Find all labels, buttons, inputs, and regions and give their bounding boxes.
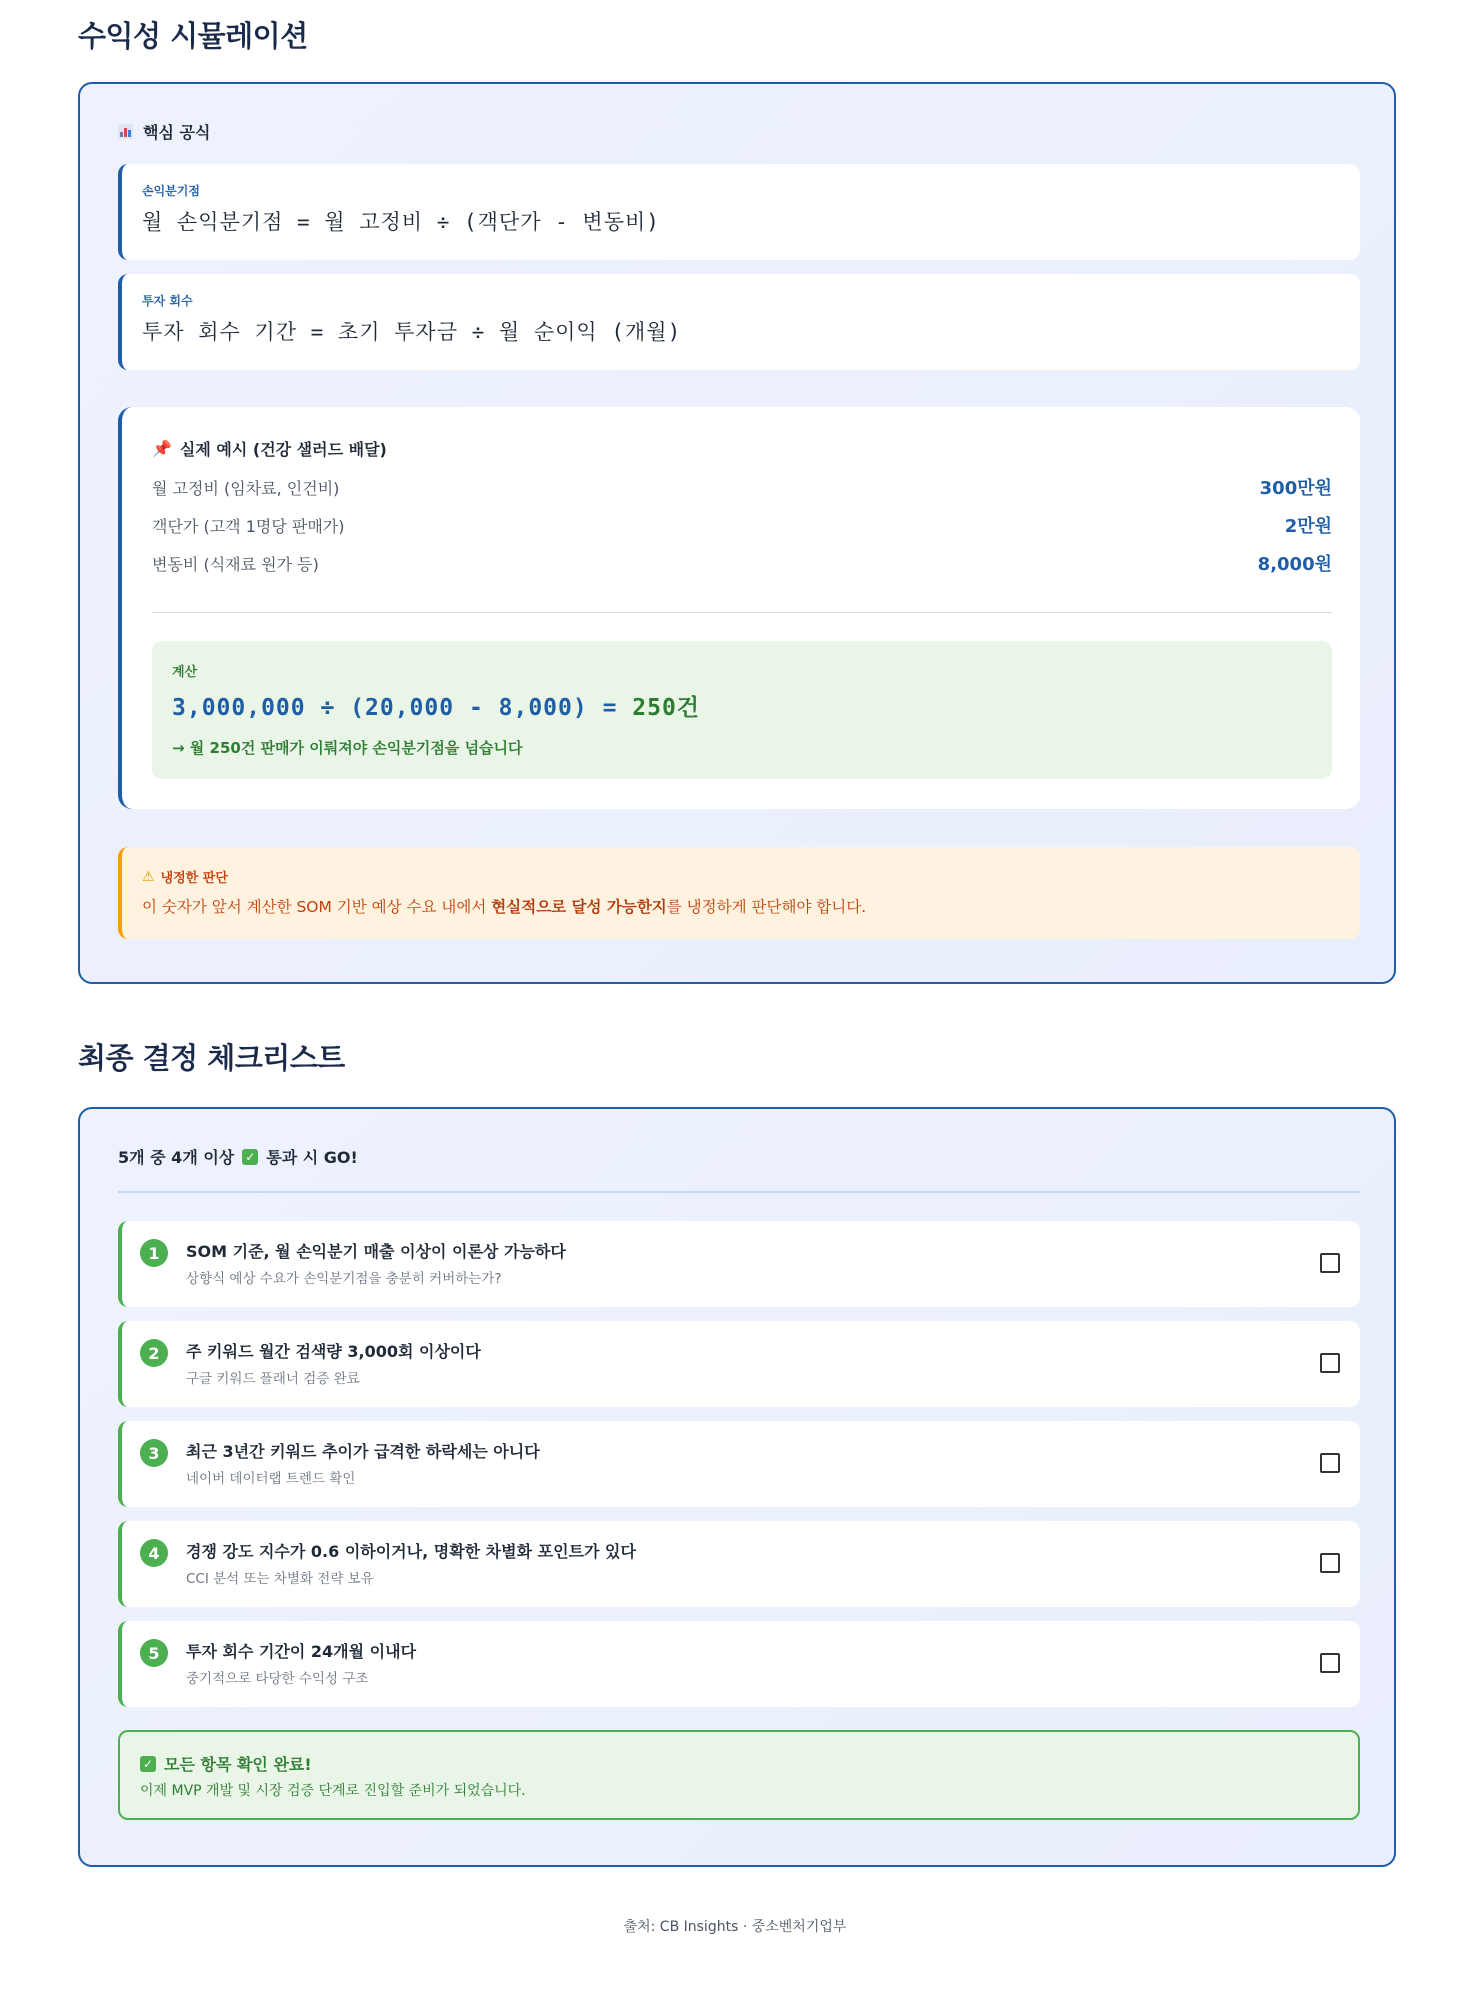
formula-payback — [118, 274, 1360, 370]
calculation-expression — [172, 689, 700, 722]
item-subtitle: 중기적으로 타당한 수익성 구조 — [186, 1671, 369, 1687]
example-row-variable-cost — [152, 551, 1332, 575]
warning-title — [142, 867, 228, 886]
example-title — [152, 437, 387, 460]
formula-label: 투자 회수 — [142, 294, 193, 308]
calculation-result: 250건 — [632, 695, 701, 721]
example-row-value: 300만원 — [1259, 478, 1332, 499]
checklist-item-1 — [118, 1221, 1360, 1307]
completion-title — [140, 1752, 312, 1775]
example-card — [118, 407, 1360, 809]
core-formula-label: 핵심 공식 — [143, 123, 211, 142]
check-icon: ✓ — [242, 1149, 258, 1165]
item-subtitle: 네이버 데이터랩 트렌드 확인 — [186, 1471, 356, 1487]
item-subtitle: 구글 키워드 플래너 검증 완료 — [186, 1371, 360, 1387]
formula-label: 손익분기점 — [142, 184, 200, 198]
item-checkbox[interactable] — [1320, 1453, 1340, 1473]
profitability-panel — [78, 82, 1396, 984]
calculation-expression-text: 3,000,000 ÷ (20,000 - 8,000) = — [172, 695, 633, 721]
item-checkbox[interactable] — [1320, 1253, 1340, 1273]
bar-chart-icon — [118, 124, 133, 139]
completion-title-text: 모든 항목 확인 완료! — [164, 1755, 312, 1774]
divider — [152, 612, 1332, 613]
warning-title-text: 냉정한 판단 — [160, 871, 228, 886]
pushpin-icon: 📌 — [152, 439, 172, 458]
calculation-label: 계산 — [172, 665, 198, 680]
warning-text — [142, 895, 866, 917]
calculation-note: → 월 250건 판매가 이뤄져야 손익분기점을 넘습니다 — [172, 739, 523, 757]
item-title: 최근 3년간 키워드 추이가 급격한 하락세는 아니다 — [186, 1442, 540, 1461]
warning-box — [118, 847, 1360, 939]
formula-break-even — [118, 164, 1360, 260]
example-row-label: 월 고정비 (임차료, 인건비) — [152, 478, 340, 498]
example-row-unit-price — [152, 513, 1332, 537]
core-formula-heading — [118, 120, 210, 143]
example-title-text: 실제 예시 (건강 샐러드 배달) — [179, 440, 387, 459]
example-row-fixed-cost — [152, 475, 1332, 499]
item-title: 주 키워드 월간 검색량 3,000회 이상이다 — [186, 1342, 481, 1361]
checklist-item-5 — [118, 1621, 1360, 1707]
calculation-box — [152, 641, 1332, 779]
item-title: 경쟁 강도 지수가 0.6 이하이거나, 명확한 차별화 포인트가 있다 — [186, 1542, 636, 1561]
completion-text: 이제 MVP 개발 및 시장 검증 단계로 진입할 준비가 되었습니다. — [140, 1783, 526, 1799]
item-subtitle: CCI 분석 또는 차별화 전략 보유 — [186, 1571, 374, 1587]
warning-text-after: 를 냉정하게 판단해야 합니다. — [666, 898, 867, 916]
example-row-value: 8,000원 — [1257, 554, 1332, 575]
checklist-heading — [118, 1145, 358, 1168]
checklist-item-3 — [118, 1421, 1360, 1507]
checklist-heading-after: 통과 시 GO! — [266, 1148, 358, 1167]
item-number-badge: 1 — [140, 1239, 168, 1267]
warning-icon: ⚠ — [142, 868, 155, 885]
item-title: 투자 회수 기간이 24개월 이내다 — [186, 1642, 417, 1661]
item-subtitle: 상향식 예상 수요가 손익분기점을 충분히 커버하는가? — [186, 1271, 502, 1287]
checklist-item-4 — [118, 1521, 1360, 1607]
checklist-panel — [78, 1107, 1396, 1867]
item-checkbox[interactable] — [1320, 1653, 1340, 1673]
divider — [118, 1191, 1360, 1193]
item-number-badge: 2 — [140, 1339, 168, 1367]
section-title-profitability: 수익성 시뮬레이션 — [78, 19, 308, 53]
item-number-badge: 4 — [140, 1539, 168, 1567]
warning-text-before: 이 숫자가 앞서 계산한 SOM 기반 예상 수요 내에서 — [142, 898, 492, 916]
formula-text: 월 손익분기점 = 월 고정비 ÷ (객단가 - 변동비) — [142, 210, 660, 234]
section-title-checklist: 최종 결정 체크리스트 — [78, 1041, 345, 1075]
checklist-item-2 — [118, 1321, 1360, 1407]
example-row-label: 변동비 (식재료 원가 등) — [152, 554, 319, 574]
formula-text: 투자 회수 기간 = 초기 투자금 ÷ 월 순이익 (개월) — [142, 320, 682, 344]
item-number-badge: 3 — [140, 1439, 168, 1467]
checklist-heading-before: 5개 중 4개 이상 — [118, 1148, 235, 1167]
warning-text-bold: 현실적으로 달성 가능한지 — [491, 898, 667, 916]
example-row-value: 2만원 — [1284, 516, 1332, 537]
item-checkbox[interactable] — [1320, 1353, 1340, 1373]
source-footer: 출처: CB Insights · 중소벤처기업부 — [623, 1919, 847, 1935]
item-number-badge: 5 — [140, 1639, 168, 1667]
item-checkbox[interactable] — [1320, 1553, 1340, 1573]
item-title: SOM 기준, 월 손익분기 매출 이상이 이론상 가능하다 — [186, 1242, 566, 1261]
check-icon: ✓ — [140, 1756, 156, 1772]
example-row-label: 객단가 (고객 1명당 판매가) — [152, 516, 345, 536]
completion-box — [118, 1730, 1360, 1820]
